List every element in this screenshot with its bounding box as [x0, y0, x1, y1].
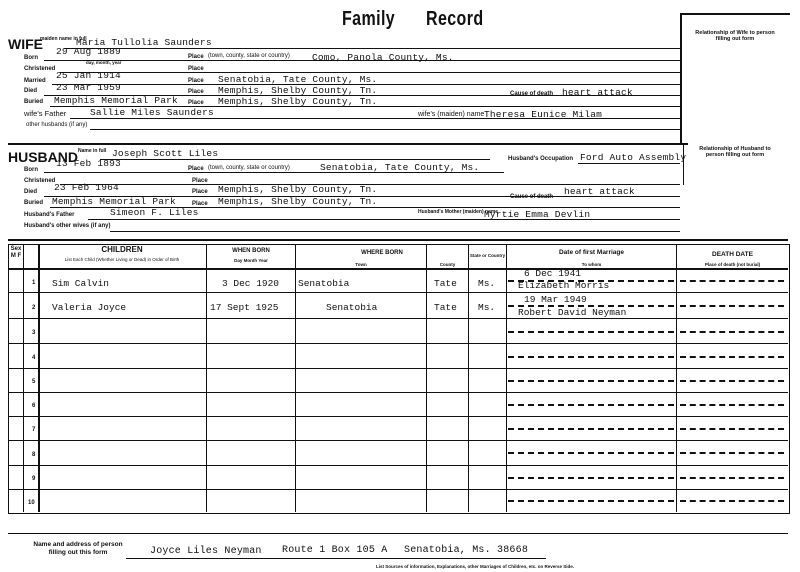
- wife-died-place-label: Place: [188, 89, 204, 95]
- row-number: 10: [28, 500, 35, 506]
- child-spouse: Robert David Neyman: [518, 307, 627, 318]
- child-town: Senatobia: [326, 302, 378, 313]
- wife-born-place: Como, Panola County, Ms.: [312, 52, 454, 63]
- wife-born-place-sub: (town, county, state or country): [208, 53, 290, 59]
- wife-name-label: maiden name in full: [40, 36, 87, 42]
- row-number: 9: [32, 476, 36, 482]
- wife-married-place-label: Place: [188, 78, 204, 84]
- filler-address: Route 1 Box 105 A: [282, 545, 388, 556]
- state-subheader: State or Country: [469, 253, 506, 258]
- wife-cause-label: Cause of death: [510, 91, 554, 97]
- husband-section-label: HUSBAND: [8, 149, 78, 165]
- wife-buried-label: Buried: [24, 99, 44, 105]
- husband-mother: Myrtie Emma Devlin: [484, 209, 591, 220]
- child-county: Tate: [434, 278, 457, 289]
- wife-christened-place-label: Place: [188, 66, 204, 72]
- husband-occupation-label: Husband's Occupation: [508, 156, 574, 162]
- husband-born-place-sub: (town, county, state or country): [208, 165, 290, 171]
- row-number: 2: [32, 305, 36, 311]
- children-header: CHILDREN: [101, 245, 143, 254]
- title-record: Record: [426, 8, 484, 30]
- death-header: DEATH DATE: [712, 251, 753, 258]
- marriage-header: Date of first Marriage: [558, 249, 625, 256]
- husband-died-place: Memphis, Shelby County, Tn.: [218, 184, 378, 195]
- wife-born: 29 Aug 1889: [56, 46, 121, 57]
- county-subheader: County: [439, 262, 456, 267]
- husband-christened-place-label: Place: [192, 178, 208, 184]
- wife-buried: Memphis Memorial Park: [54, 95, 178, 106]
- death-subheader: Place of death (not burial): [704, 262, 761, 267]
- child-county: Tate: [434, 302, 457, 313]
- husband-died-label: Died: [24, 189, 38, 195]
- where-born-header: WHERE BORN: [361, 250, 403, 256]
- husband-father-label: Husband's Father: [24, 212, 75, 218]
- wife-cause: heart attack: [562, 87, 633, 98]
- sources-note: List Sources of information, Explanations, other Marriages of Children, etc. on Reverse Side.: [376, 564, 575, 569]
- child-spouse: Elizabeth Morris: [518, 280, 610, 291]
- marriage-subheader: To whom: [581, 262, 602, 267]
- filler-name: Joyce Liles Neyman: [150, 546, 262, 557]
- wife-died-place: Memphis, Shelby County, Tn.: [218, 85, 378, 96]
- wife-mother-label: wife's (maiden) name: [418, 111, 485, 118]
- wife-father: Sallie Miles Saunders: [90, 107, 214, 118]
- when-born-header: WHEN BORN: [232, 248, 270, 254]
- wife-buried-place: Memphis, Shelby County, Tn.: [218, 96, 378, 107]
- husband-born: 13 Feb 1893: [56, 158, 121, 169]
- husband-buried: Memphis Memorial Park: [52, 196, 176, 207]
- row-number: 6: [32, 403, 36, 409]
- when-born-subheader: Day Month Year: [234, 258, 268, 263]
- wife-born-sub: day, month, year: [86, 60, 122, 65]
- relationship-label-wife: Relationship of Wife to person filling out form: [695, 30, 775, 42]
- children-table: [8, 244, 790, 514]
- wife-section-label: WIFE: [8, 36, 43, 52]
- husband-died-place-label: Place: [192, 189, 208, 195]
- child-state: Ms.: [478, 302, 496, 313]
- husband-buried-place: Memphis, Shelby County, Tn.: [218, 196, 378, 207]
- wife-born-place-label: Place: [188, 54, 204, 60]
- husband-cause-label: Cause of death: [510, 194, 554, 200]
- wife-died-label: Died: [24, 88, 38, 94]
- wife-married-place: Senatobia, Tate County, Ms.: [218, 74, 378, 85]
- husband-cause: heart attack: [564, 186, 635, 197]
- row-number: 4: [32, 355, 36, 361]
- wife-mother: Theresa Eunice Milam: [484, 109, 603, 120]
- child-marriage-date: 6 Dec 1941: [524, 268, 582, 279]
- husband-born-place-label: Place: [188, 166, 204, 172]
- wife-buried-place-label: Place: [188, 100, 204, 106]
- husband-other-label: Husband's other wives (if any): [24, 223, 111, 229]
- wife-died: 23 Mar 1959: [56, 82, 121, 93]
- filler-city: Senatobia, Ms. 38668: [404, 545, 529, 556]
- row-number: 8: [32, 452, 36, 458]
- wife-name: Maria Tullolia Saunders: [76, 37, 212, 48]
- filler-label: Name and address of person filling out this form: [33, 541, 123, 556]
- husband-buried-place-label: Place: [192, 201, 208, 207]
- husband-mother-label: Husband's Mother (maiden) name: [418, 209, 499, 215]
- town-subheader: Town: [355, 262, 367, 267]
- husband-buried-label: Buried: [24, 200, 44, 206]
- row-number: 7: [32, 427, 36, 433]
- child-marriage-date: 19 Mar 1949: [524, 294, 587, 305]
- husband-born-label: Born: [24, 167, 38, 173]
- husband-name-label: Name in full: [78, 148, 107, 154]
- child-born: 17 Sept 1925: [210, 302, 279, 313]
- husband-died: 23 Feb 1964: [54, 182, 119, 193]
- wife-married: 25 Jan 1914: [56, 70, 121, 81]
- child-born: 3 Dec 1920: [222, 278, 280, 289]
- wife-born-label: Born: [24, 55, 38, 61]
- title-family: Family: [342, 8, 396, 30]
- row-number: 1: [32, 280, 36, 286]
- husband-christened-label: Christened: [24, 178, 56, 184]
- husband-father: Simeon F. Liles: [110, 207, 199, 218]
- husband-name: Joseph Scott Liles: [112, 148, 219, 159]
- husband-occupation: Ford Auto Assembly: [580, 152, 687, 163]
- wife-married-label: Married: [24, 78, 46, 84]
- relationship-label-husband: Relationship of Husband to person filling out form: [699, 146, 771, 158]
- wife-other-label: other husbands (if any): [26, 122, 88, 128]
- sex-header: Sex M F: [10, 246, 22, 259]
- child-name: Valeria Joyce: [52, 302, 127, 313]
- child-state: Ms.: [478, 278, 496, 289]
- children-subheader: List Each Child (Whether Living or Dead) in Order of Birth: [64, 257, 180, 262]
- row-number: 3: [32, 330, 36, 336]
- wife-christened-label: Christened: [24, 66, 56, 72]
- child-town: Senatobia: [298, 278, 350, 289]
- wife-father-label: wife's Father: [24, 109, 67, 118]
- row-number: 5: [32, 379, 36, 385]
- child-name: Sim Calvin: [52, 278, 110, 289]
- husband-born-place: Senatobia, Tate County, Ms.: [320, 162, 480, 173]
